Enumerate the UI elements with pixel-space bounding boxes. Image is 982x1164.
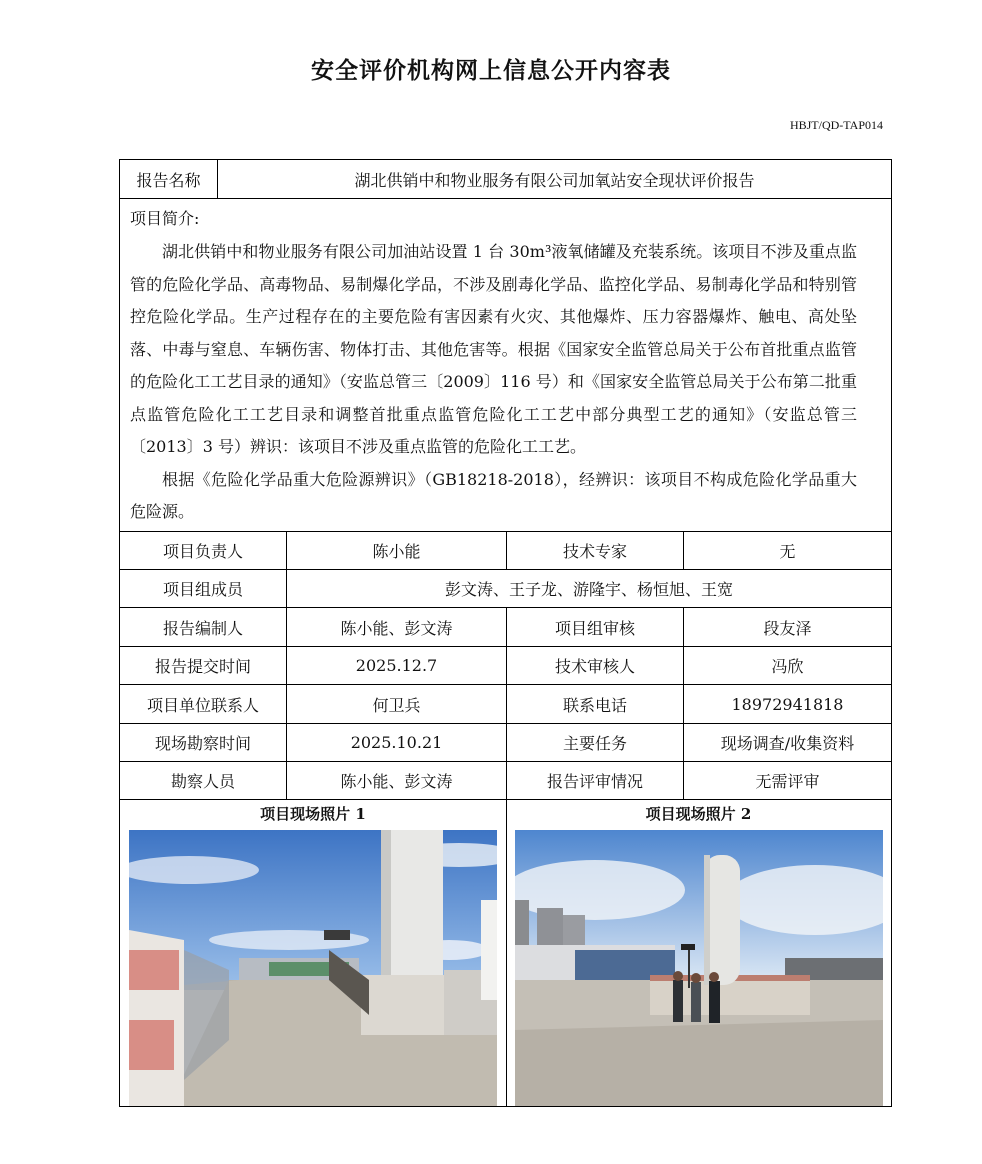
table-row <box>120 685 891 724</box>
table-row <box>120 762 891 800</box>
submit-time-value: 2025.12.7 <box>286 647 506 684</box>
report-name-row <box>120 160 891 199</box>
report-author-label: 报告编制人 <box>162 618 243 638</box>
site-photo-1 <box>129 830 497 1106</box>
tech-reviewer-value: 冯欣 <box>683 647 891 684</box>
photo-2-caption: 项目现场照片 2 <box>645 805 752 823</box>
main-task-label: 主要任务 <box>506 724 683 761</box>
team-review-value: 段友泽 <box>683 608 891 646</box>
site-photo-2 <box>515 830 883 1106</box>
intro-paragraph-1: 湖北供销中和物业服务有限公司加油站设置 1 台 30m³液氧储罐及充装系统。该项目不涉及重点监管的危险化学品、高毒物品、易制爆化学品，不涉及剧毒化学品、监控化学品、易制毒化学品和特别管控危险化学品。生产过程存在的主要危险有害因素有火灾、其他爆炸、压力容器爆炸、触电、高处坠落、中毒与窒息、车辆伤害、物体打击、其他危害等。根据《国家安全监管总局关于公布首批重点监管的危险化工工艺目录的通知》（安监总管三〔2009〕116 号）和《国家安全监管总局关于公布第二批重点监管危险化工工艺目录和调整首批重点监管危险化工工艺中部分典型工艺的通知》（安监总管三〔2013〕3 号）辨识：该项目不涉及重点监管的危险化工工艺。 <box>130 242 857 456</box>
contact-person-label: 项目单位联系人 <box>146 695 259 715</box>
report-name-value: 湖北供销中和物业服务有限公司加氧站安全现状评价报告 <box>217 160 891 198</box>
table-row <box>120 608 891 647</box>
intro-paragraph-2: 根据《危险化学品重大危险源辨识》（GB18218-2018），经辨识：该项目不构成危险化学品重大危险源。 <box>130 469 857 521</box>
phone-label: 联系电话 <box>506 685 683 723</box>
surveyors-value: 陈小能、彭文涛 <box>286 762 506 799</box>
review-status-value: 无需评审 <box>683 762 891 799</box>
table-row <box>120 724 891 762</box>
phone-value: 18972941818 <box>683 685 891 723</box>
photo-1-caption: 项目现场照片 1 <box>260 805 366 823</box>
project-leader-value: 陈小能 <box>286 532 506 569</box>
team-members-value: 彭文涛、王子龙、游隆宇、杨恒旭、王宽 <box>286 570 891 607</box>
team-review-label: 项目组审核 <box>506 608 683 646</box>
table-row <box>120 532 891 570</box>
survey-time-label: 现场勘察时间 <box>154 734 251 753</box>
intro-label: 项目简介: <box>130 209 200 228</box>
project-leader-label: 项目负责人 <box>162 542 243 561</box>
tech-reviewer-label: 技术审核人 <box>506 647 683 684</box>
project-intro <box>120 199 891 532</box>
main-task-value: 现场调查/收集资料 <box>683 724 891 761</box>
tech-expert-label: 技术专家 <box>506 532 683 569</box>
info-table <box>119 159 892 1107</box>
submit-time-label: 报告提交时间 <box>154 657 251 676</box>
team-members-label: 项目组成员 <box>162 580 243 599</box>
table-row <box>120 647 891 685</box>
document-code: HBJT/QD-TAP014 <box>789 118 883 132</box>
review-status-label: 报告评审情况 <box>506 762 683 799</box>
contact-person-value: 何卫兵 <box>286 685 506 723</box>
tech-expert-value: 无 <box>683 532 891 569</box>
photos-divider <box>506 800 507 1106</box>
report-name-label: 报告名称 <box>136 170 201 190</box>
survey-time-value: 2025.10.21 <box>286 724 506 761</box>
table-row <box>120 570 891 608</box>
page-title: 安全评价机构网上信息公开内容表 <box>311 58 671 84</box>
surveyors-label: 勘察人员 <box>170 772 235 791</box>
report-author-value: 陈小能、彭文涛 <box>286 608 506 646</box>
photos-section <box>120 800 891 1106</box>
